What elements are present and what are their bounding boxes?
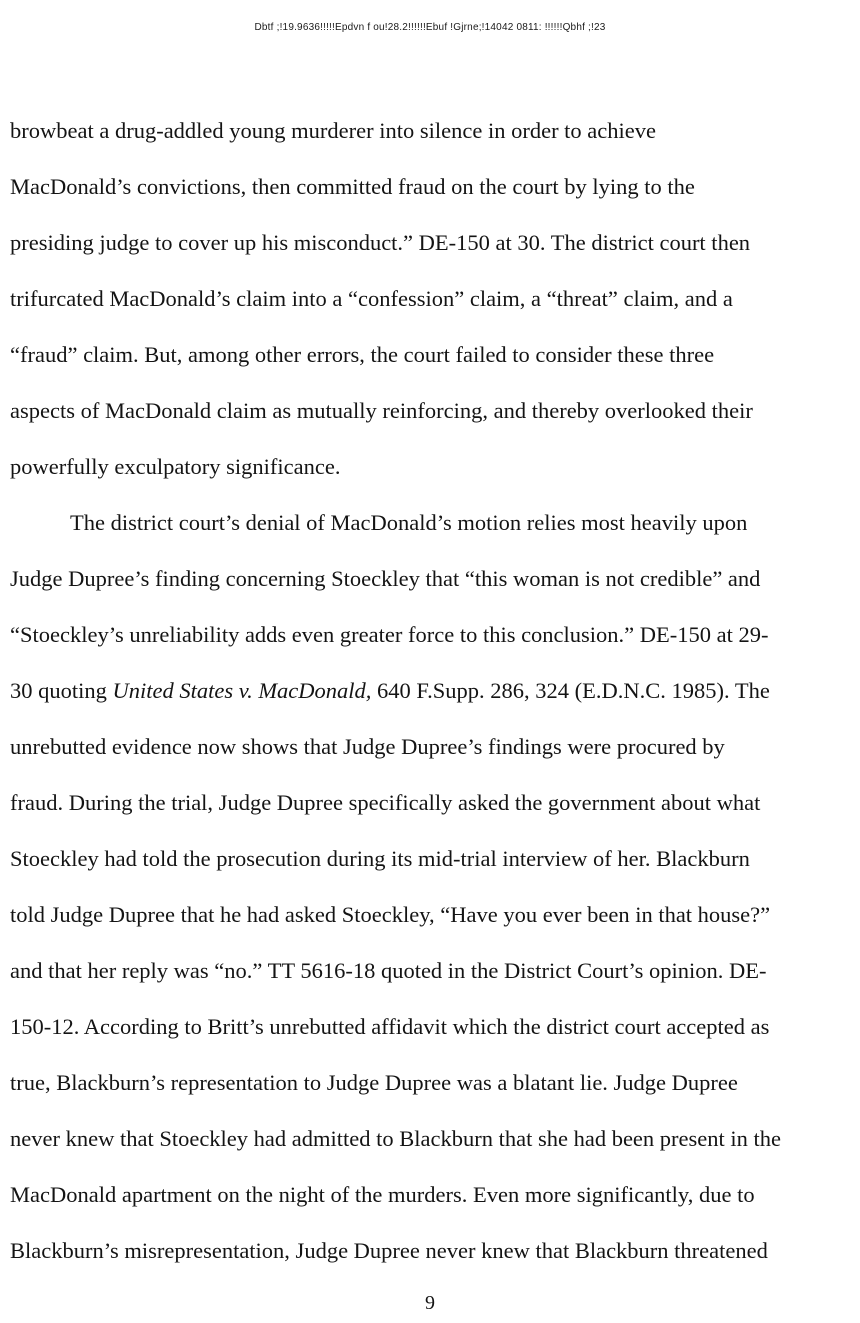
citation-lead-text: 30 quoting (10, 678, 113, 703)
text-line: never knew that Stoeckley had admitted to Blackburn that she had been present in the (10, 1126, 782, 1151)
page-number: 9 (425, 1292, 435, 1314)
text-line: Stoeckley had told the prosecution during its mid-trial interview of her. Blackburn (10, 846, 750, 871)
text-line: Blackburn’s misrepresentation, Judge Dupree never knew that Blackburn threatened (10, 1238, 768, 1263)
text-line: true, Blackburn’s representation to Judge Dupree was a blatant lie. Judge Dupree (10, 1070, 738, 1095)
text-line: aspects of MacDonald claim as mutually reinforcing, and thereby overlooked their (10, 398, 753, 423)
court-filing-header: Dbtf ;!19.9636!!!!!Epdvn f ou!28.2!!!!!!Ebuf !Gjrne;!14042 0811: !!!!!!Qbhf ;!23 (254, 22, 606, 33)
citation-trailing-text: 640 F.Supp. 286, 324 (E.D.N.C. 1985). The (371, 678, 770, 703)
text-line: 150-12. According to Britt’s unrebutted affidavit which the district court accepted as (10, 1014, 770, 1039)
text-line: MacDonald’s convictions, then committed fraud on the court by lying to the (10, 174, 695, 199)
case-name: United States v. MacDonald, (112, 678, 372, 703)
text-line: and that her reply was “no.” TT 5616-18 quoted in the District Court’s opinion. DE- (10, 958, 767, 983)
text-line: Judge Dupree’s finding concerning Stoeckley that “this woman is not credible” and (10, 566, 761, 591)
paragraph-first-line: The district court’s denial of MacDonald’s motion relies most heavily upon (70, 510, 748, 535)
text-line: “fraud” claim. But, among other errors, the court failed to consider these three (10, 342, 715, 367)
text-line: “Stoeckley’s unreliability adds even greater force to this conclusion.” DE-150 at 29- (10, 622, 769, 647)
text-line: told Judge Dupree that he had asked Stoeckley, “Have you ever been in that house?” (10, 902, 771, 927)
text-line: MacDonald apartment on the night of the murders. Even more significantly, due to (10, 1182, 755, 1207)
text-line: fraud. During the trial, Judge Dupree specifically asked the government about what (10, 790, 761, 815)
text-line: powerfully exculpatory significance. (10, 454, 341, 479)
text-line: presiding judge to cover up his misconduct.” DE-150 at 30. The district court then (10, 230, 751, 255)
text-line-with-case-citation (10, 678, 770, 704)
text-line: browbeat a drug-addled young murderer into silence in order to achieve (10, 118, 657, 143)
text-line: trifurcated MacDonald’s claim into a “confession” claim, a “threat” claim, and a (10, 286, 733, 311)
text-line: unrebutted evidence now shows that Judge Dupree’s findings were procured by (10, 734, 725, 759)
